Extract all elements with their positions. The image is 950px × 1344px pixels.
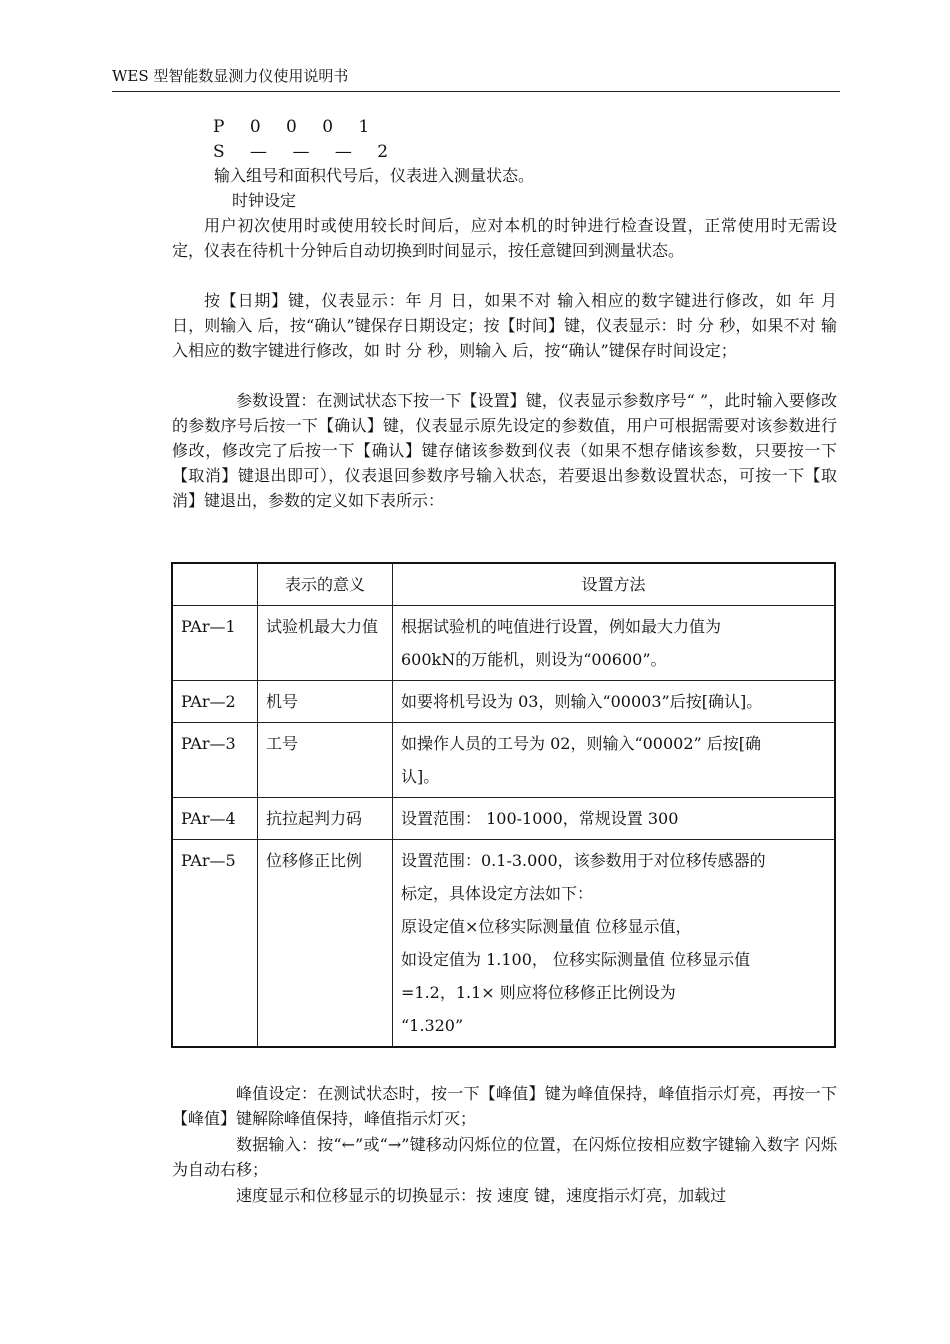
method-line: 标定，具体设定方法如下： (401, 884, 594, 903)
param-meaning: 工号 (258, 723, 393, 798)
table-header-row (172, 563, 835, 606)
method-line: 如设定值为 1.100， 位移实际测量值 位移显示值 (401, 950, 751, 969)
param-method (393, 681, 836, 723)
param-method (393, 798, 836, 840)
param-code: PAr—4 (172, 798, 258, 840)
clock-heading: 时钟设定 (232, 191, 297, 210)
param-method (393, 840, 836, 1048)
param-code: PAr—3 (172, 723, 258, 798)
data-input-paragraph: 数据输入：按“←”或“→”键移动闪烁位的位置，在闪烁位按相应数字键输入数字 闪烁为自动右移； (172, 1135, 837, 1179)
method-line: 如操作人员的工号为 02，则输入“00002” 后按[确 (401, 734, 762, 753)
code-line-s: S — — — 2 (213, 142, 399, 162)
method-line: “1.320” (401, 1016, 464, 1035)
param-code: PAr—1 (172, 606, 258, 681)
param-method (393, 723, 836, 798)
peak-paragraph: 峰值设定：在测试状态时，按一下【峰值】键为峰值保持，峰值指示灯亮，再按一下【峰值】键解除峰值保持，峰值指示灯灭； (172, 1084, 837, 1128)
method-line: 设置范围： 100-1000，常规设置 300 (401, 809, 679, 828)
table-row (172, 606, 835, 681)
method-line: 设置范围：0.1-3.000，该参数用于对位移传感器的 (401, 851, 766, 870)
param-code: PAr—5 (172, 840, 258, 1048)
clock-intro-paragraph: 用户初次使用时或使用较长时间后，应对本机的时钟进行检查设置，正常使用时无需设定，仪表在待机十分钟后自动切换到时间显示，按任意键回到测量状态。 (172, 216, 837, 260)
table-header-cell (172, 563, 258, 606)
table-header-cell: 设置方法 (393, 563, 836, 606)
param-setting-paragraph: 参数设置：在测试状态下按一下【设置】键，仪表显示参数序号“ ”，此时输入要修改的参数序号后按一下【确认】键，仪表显示原先设定的参数值，用户可根据需要对该参数进行修改，修改完了后按一下【确认】键存储该参数到仪表（如果不想存储该参数，只要按一下【取消】键退出即可），仪表退回参数序号输入状态，若要退出参数设置状态，可按一下【取消】键退出，参数的定义如下表所示： (172, 391, 837, 510)
table-row (172, 723, 835, 798)
table-row (172, 840, 835, 1048)
method-line: =1.2，1.1× 则应将位移修正比例设为 (401, 983, 676, 1002)
method-line: 600kN的万能机，则设为“00600”。 (401, 650, 667, 669)
method-line: 如要将机号设为 03，则输入“00003”后按[确认]。 (401, 692, 763, 711)
param-meaning: 位移修正比例 (258, 840, 393, 1048)
header-title: WES 型智能数显测力仪使用说明书 (112, 67, 349, 85)
date-time-paragraph: 按【日期】键，仪表显示：年 月 日，如果不对 输入相应的数字键进行修改，如 年 月 日，则输入 后，按“确认”键保存日期设定；按【时间】键，仪表显示：时 分 秒，如果不对 输入相应的数字键进行修改，如 时 分 秒，则输入 后，按“确认”键保存时间设定； (172, 291, 837, 360)
param-meaning: 试验机最大力值 (258, 606, 393, 681)
method-line: 认]。 (401, 767, 440, 786)
code-line-p: P 0 0 0 1 (213, 117, 380, 137)
table-row (172, 681, 835, 723)
speed-display-paragraph: 速度显示和位移显示的切换显示：按 速度 键，速度指示灯亮，加载过 (236, 1186, 727, 1205)
param-method (393, 606, 836, 681)
after-input-text: 输入组号和面积代号后，仪表进入测量状态。 (214, 166, 535, 185)
param-code: PAr—2 (172, 681, 258, 723)
parameter-table (171, 562, 836, 1048)
method-line: 根据试验机的吨值进行设置，例如最大力值为 (401, 617, 722, 636)
table-header-cell: 表示的意义 (258, 563, 393, 606)
param-meaning: 机号 (258, 681, 393, 723)
table-row (172, 798, 835, 840)
page-header (112, 66, 840, 92)
param-meaning: 抗拉起判力码 (258, 798, 393, 840)
method-line: 原设定值×位移实际测量值 位移显示值， (401, 917, 692, 936)
